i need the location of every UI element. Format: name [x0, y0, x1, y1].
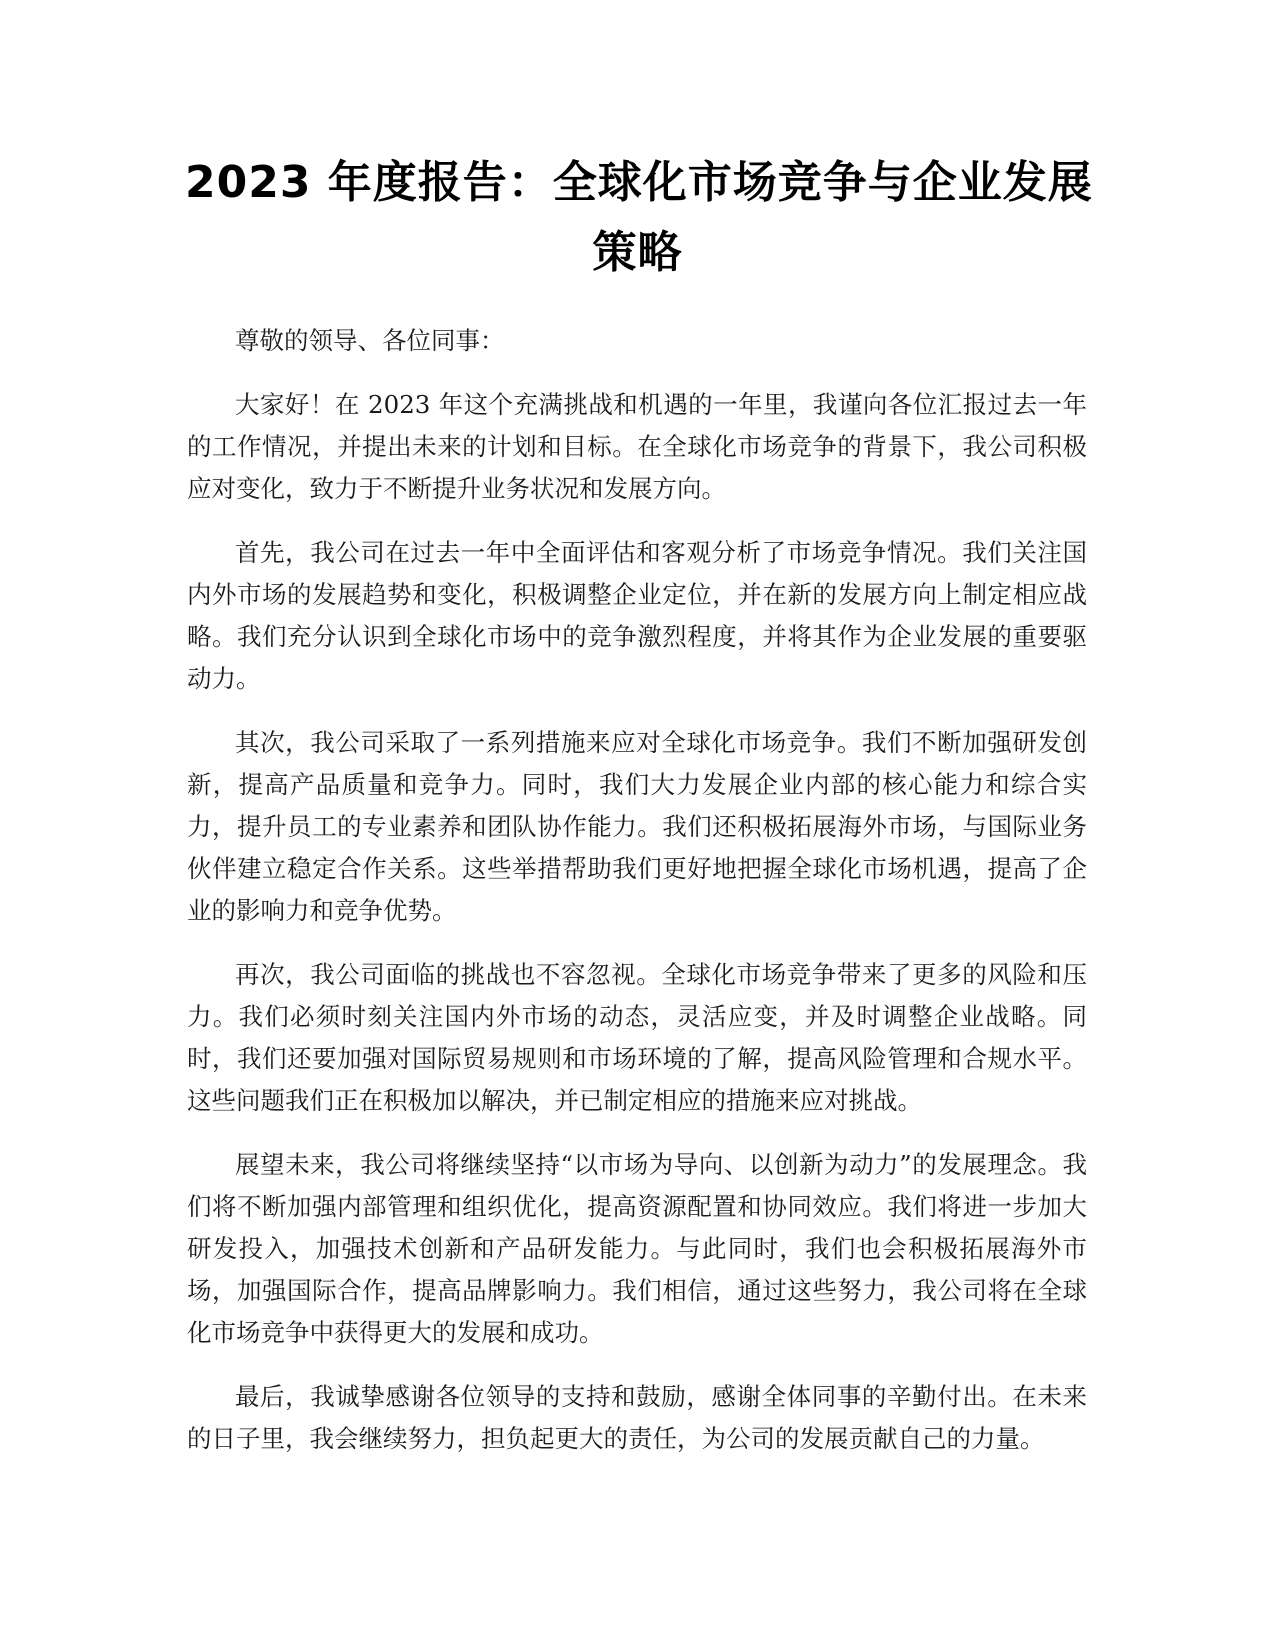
- document-title: [185, 148, 1093, 288]
- closing-paragraph: 最后，我诚挚感谢各位领导的支持和鼓励，感谢全体同事的辛勤付出。在未来的日子里，我会继续努力，担负起更大的责任，为公司的发展贡献自己的力量。: [187, 1382, 1087, 1453]
- document-title-line-2: 策略: [592, 227, 683, 278]
- document-title-line-1: 2023 年度报告：全球化市场竞争与企业发展: [185, 157, 1093, 208]
- salutation-paragraph: 尊敬的领导、各位同事：: [235, 326, 505, 355]
- third-point-paragraph: 再次，我公司面临的挑战也不容忽视。全球化市场竞争带来了更多的风险和压力。我们必须时刻关注国内外市场的动态，灵活应变，并及时调整企业战略。同时，我们还要加强对国际贸易规则和市场环境的了解，提高风险管理和合规水平。这些问题我们正在积极加以解决，并已制定相应的措施来应对挑战。: [187, 960, 1087, 1115]
- outlook-paragraph: 展望未来，我公司将继续坚持“以市场为导向、以创新为动力”的发展理念。我们将不断加强内部管理和组织优化，提高资源配置和协同效应。我们将进一步加大研发投入，加强技术创新和产品研发能力。与此同时，我们也会积极拓展海外市场，加强国际合作，提高品牌影响力。我们相信，通过这些努力，我公司将在全球化市场竞争中获得更大的发展和成功。: [187, 1150, 1087, 1347]
- document-body: [187, 320, 1087, 1482]
- greeting-paragraph: 大家好！在 2023 年这个充满挑战和机遇的一年里，我谨向各位汇报过去一年的工作情况，并提出未来的计划和目标。在全球化市场竞争的背景下，我公司积极应对变化，致力于不断提升业务状况和发展方向。: [187, 390, 1087, 503]
- first-point-paragraph: 首先，我公司在过去一年中全面评估和客观分析了市场竞争情况。我们关注国内外市场的发展趋势和变化，积极调整企业定位，并在新的发展方向上制定相应战略。我们充分认识到全球化市场中的竞争激烈程度，并将其作为企业发展的重要驱动力。: [187, 538, 1087, 693]
- second-point-paragraph: 其次，我公司采取了一系列措施来应对全球化市场竞争。我们不断加强研发创新，提高产品质量和竞争力。同时，我们大力发展企业内部的核心能力和综合实力，提升员工的专业素养和团队协作能力。我们还积极拓展海外市场，与国际业务伙伴建立稳定合作关系。这些举措帮助我们更好地把握全球化市场机遇，提高了企业的影响力和竞争优势。: [187, 728, 1087, 925]
